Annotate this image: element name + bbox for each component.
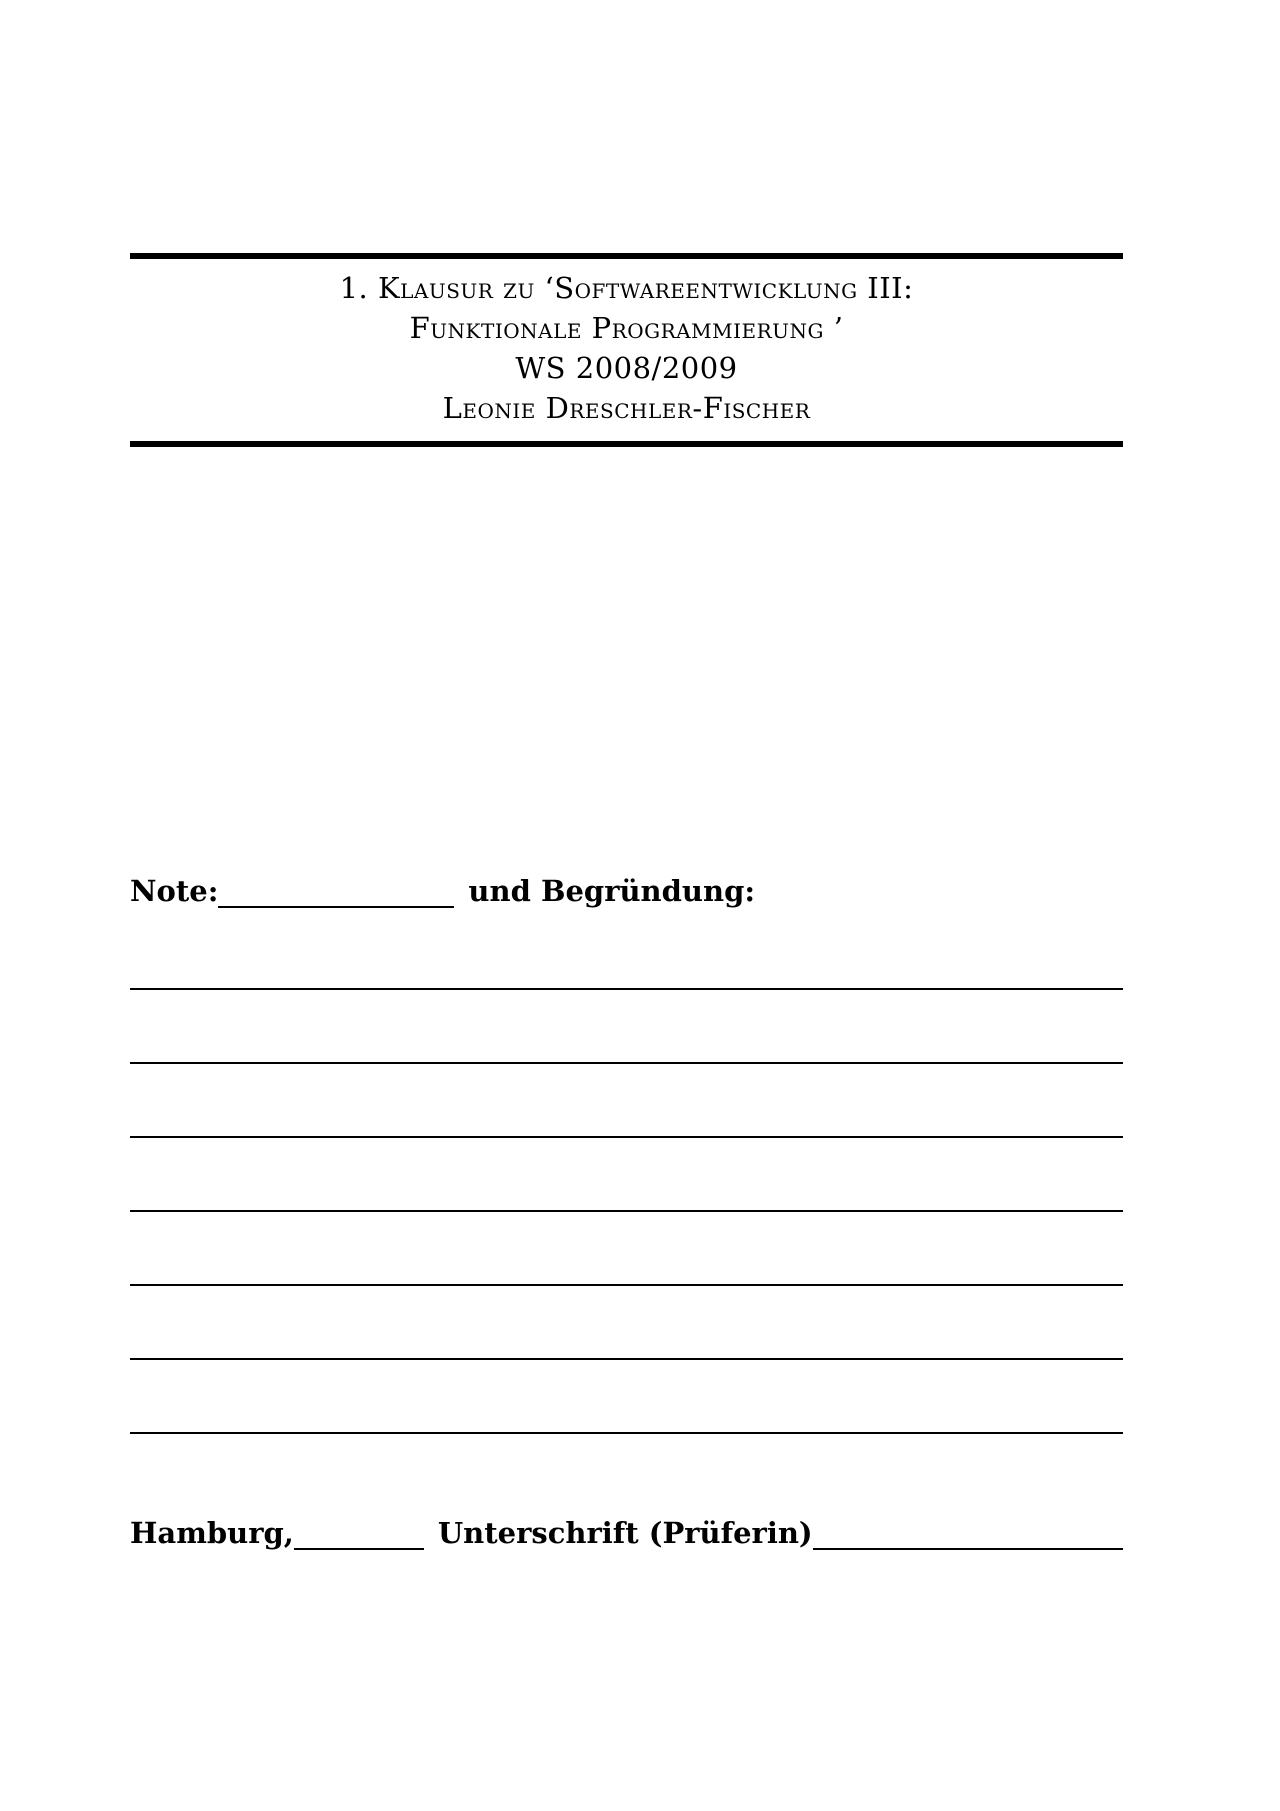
reason-line[interactable] (130, 1062, 1123, 1064)
signature-blank[interactable] (813, 1518, 1123, 1550)
reason-line[interactable] (130, 1136, 1123, 1138)
reason-line[interactable] (130, 988, 1123, 990)
header-top-rule (130, 253, 1123, 259)
reason-line[interactable] (130, 1432, 1123, 1434)
exam-title-line-2: Funktionale Programmierung ’ (409, 311, 844, 345)
semester: WS 2008/2009 (515, 351, 738, 385)
grade-blank[interactable] (218, 876, 454, 908)
exam-header (130, 268, 1123, 428)
reason-lines (130, 988, 1123, 1506)
grade-row (130, 868, 1123, 908)
header-bottom-rule (130, 441, 1123, 447)
exam-title-line-1: 1. Klausur zu ‘Softwareentwicklung III: (339, 271, 914, 305)
date-blank[interactable] (294, 1518, 424, 1550)
signature-label: Unterschrift (Prüferin) (437, 1516, 813, 1550)
signature-row (130, 1510, 1123, 1550)
reason-line[interactable] (130, 1210, 1123, 1212)
city-label: Hamburg, (130, 1516, 294, 1550)
grade-label: Note: (130, 874, 219, 908)
examiner-name: Leonie Dreschler-Fischer (442, 391, 811, 425)
reason-line[interactable] (130, 1284, 1123, 1286)
reason-line[interactable] (130, 1358, 1123, 1360)
reason-label: und Begründung: (468, 874, 756, 908)
